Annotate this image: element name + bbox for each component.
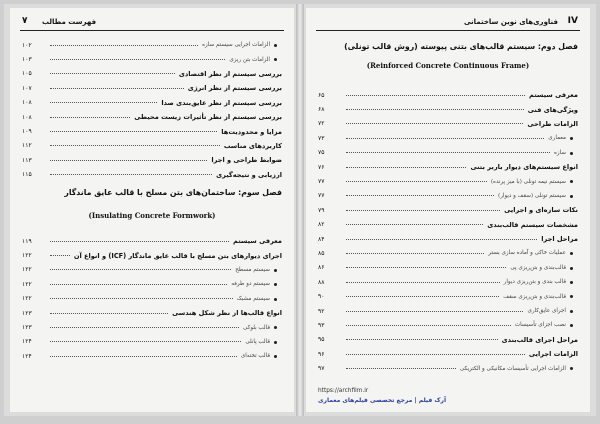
dot-leader <box>346 296 499 297</box>
toc-entry-page: ۸۴ <box>318 235 325 243</box>
dot-leader <box>346 368 456 369</box>
dot-leader <box>346 138 544 139</box>
toc-entry-page: ۱۰۸ <box>22 99 32 107</box>
toc-entry-title: قالب‌بندی و بتن‌ریزی پی <box>510 264 566 271</box>
right-page <box>306 8 590 412</box>
dot-leader <box>346 109 524 110</box>
dot-leader <box>346 195 494 196</box>
dot-leader <box>50 284 227 285</box>
dot-leader <box>346 311 523 312</box>
dot-leader <box>50 269 231 270</box>
toc-entry-page: ۸۸ <box>318 278 325 286</box>
toc-entry-title: الزامات اجرایی <box>528 350 578 359</box>
left-toc-top <box>22 38 282 182</box>
right-page-number: IV <box>567 16 578 26</box>
toc-subentry[interactable] <box>318 318 578 332</box>
toc-entry-page: ۱۲۲ <box>22 280 32 288</box>
toc-entry-page: ۹۳ <box>318 321 325 329</box>
dot-leader <box>346 224 483 225</box>
left-chapter-block <box>22 188 282 220</box>
toc-entry[interactable] <box>22 139 282 153</box>
dot-leader <box>346 282 500 283</box>
dot-leader <box>346 167 466 168</box>
toc-entry-title: مزایا و محدودیت‌ها <box>221 127 282 136</box>
right-toc <box>318 88 578 376</box>
dot-leader <box>346 95 525 96</box>
dot-leader <box>50 102 157 103</box>
dot-leader <box>346 354 525 355</box>
toc-subentry[interactable] <box>318 174 578 188</box>
toc-subentry[interactable] <box>318 361 578 375</box>
toc-entry-title: الزامات اجرایی تأسیسات مکانیکی و الکتریکی <box>459 365 566 372</box>
toc-subentry[interactable] <box>22 292 282 306</box>
left-toc-bottom <box>22 234 282 364</box>
footer-brand: آرک فیلم | مرجع تخصصی فیلم‌های معماری <box>318 397 447 404</box>
toc-entry-title: انواع سیستم‌های دیوار باربر بتنی <box>470 163 578 172</box>
toc-entry[interactable] <box>22 153 282 167</box>
toc-entry-title: نکات سازه‌ای و اجرایی <box>504 206 578 215</box>
toc-entry-title: سیستم مشبک <box>236 295 270 302</box>
toc-subentry[interactable] <box>22 320 282 334</box>
toc-entry-page: ۱۲۲ <box>22 252 32 260</box>
toc-entry-page: ۱۲۳ <box>22 309 32 317</box>
dot-leader <box>50 241 229 242</box>
toc-entry-page: ۶۸ <box>318 106 325 114</box>
book-gutter <box>296 4 304 416</box>
toc-entry-title: معرفی سیستم <box>529 91 578 100</box>
toc-entry-page: ۱۰۹ <box>22 128 32 136</box>
toc-subentry[interactable] <box>22 52 282 66</box>
toc-entry-title: بررسی سیستم از نظر اقتصادی <box>178 69 282 78</box>
toc-entry[interactable] <box>318 203 578 217</box>
dot-leader <box>346 253 484 254</box>
dot-leader <box>346 210 500 211</box>
toc-entry-title: مراحل اجرای قالب‌بندی <box>501 335 578 344</box>
dot-leader <box>50 327 239 328</box>
toc-entry-title: قالب‌بندی و بتن‌ریزی سقف <box>503 293 566 300</box>
toc-entry-page: ۸۵ <box>318 249 325 257</box>
toc-entry-title: مشخصات سیستم قالب‌بندی <box>487 220 578 229</box>
left-header <box>20 16 284 31</box>
toc-entry-page: ۹۷ <box>318 365 325 373</box>
toc-entry-page: ۹۲ <box>318 307 325 315</box>
toc-entry-title: عملیات خاکی و آماده سازی بستر <box>488 250 566 257</box>
dot-leader <box>346 123 523 124</box>
toc-entry[interactable] <box>318 88 578 102</box>
dot-leader <box>50 59 225 60</box>
toc-entry-title: مراحل اجرا <box>541 235 578 244</box>
toc-subentry[interactable] <box>318 246 578 260</box>
toc-subentry[interactable] <box>22 349 282 363</box>
toc-entry-page: ۷۶ <box>318 163 325 171</box>
toc-entry-title: الزامات طراحی <box>527 119 578 128</box>
toc-entry-title: سیستم دو طرفه <box>231 281 270 288</box>
toc-entry-title: الزامات اجرایی سیستم سازه <box>202 42 270 49</box>
toc-entry[interactable] <box>22 67 282 81</box>
toc-entry-page: ۱۱۵ <box>22 171 32 179</box>
toc-entry-title: قالب بندی و بتن‌ریزی دیوار <box>503 279 566 286</box>
dot-leader <box>50 341 241 342</box>
dot-leader <box>346 181 487 182</box>
book-spread <box>4 4 596 416</box>
footer-url[interactable]: https://archfilm.ir <box>318 388 369 394</box>
left-chapter-english: (Insulating Concrete Formwork) <box>88 211 216 220</box>
toc-entry-page: ۱۰۲ <box>22 41 32 49</box>
toc-entry-page: ۷۲ <box>318 120 325 128</box>
toc-entry-title: سیستم نیمه تونلی (با میز پرنده) <box>490 178 566 185</box>
dot-leader <box>50 45 198 46</box>
toc-entry-page: ۱۲۲ <box>22 266 32 274</box>
toc-entry-page: ۹۶ <box>318 350 325 358</box>
toc-entry[interactable] <box>318 117 578 131</box>
toc-entry-page: ۷۷ <box>318 178 325 186</box>
toc-entry-page: ۸۲ <box>318 221 325 229</box>
toc-subentry[interactable] <box>22 335 282 349</box>
toc-entry-page: ۸۶ <box>318 264 325 272</box>
toc-entry-page: ۱۱۲ <box>22 142 32 150</box>
toc-entry-title: کاربردهای مناسب <box>223 141 282 150</box>
toc-entry-page: ۱۲۳ <box>22 324 32 332</box>
toc-entry-page: ۱۱۹ <box>22 237 32 245</box>
toc-entry-title: قالب پانلی <box>245 338 270 345</box>
toc-entry-page: ۷۷ <box>318 192 325 200</box>
toc-subentry[interactable] <box>318 146 578 160</box>
toc-entry-title: ارزیابی و نتیجه‌گیری <box>216 170 282 179</box>
dot-leader <box>50 73 175 74</box>
toc-entry-title: معرفی سیستم <box>233 237 282 246</box>
toc-entry[interactable] <box>318 333 578 347</box>
toc-subentry[interactable] <box>22 38 282 52</box>
footer <box>318 388 446 404</box>
toc-entry[interactable] <box>22 306 282 320</box>
dot-leader <box>346 325 511 326</box>
toc-entry-title: سیستم مسطح <box>235 266 270 273</box>
toc-entry-title: نصب اجزای تأسیسات <box>514 322 566 329</box>
dot-leader <box>50 174 212 175</box>
toc-entry[interactable] <box>22 168 282 182</box>
toc-entry[interactable] <box>318 102 578 116</box>
toc-subentry[interactable] <box>22 263 282 277</box>
toc-entry-title: اجرای عایق‌کاری <box>527 308 566 315</box>
dot-leader <box>50 298 233 299</box>
toc-entry-page: ۱۲۲ <box>22 295 32 303</box>
dot-leader <box>346 239 537 240</box>
toc-entry-page: ۱۲۴ <box>22 338 32 346</box>
toc-entry[interactable] <box>318 232 578 246</box>
dot-leader <box>50 117 130 118</box>
left-page-number: ۷ <box>22 16 28 26</box>
right-chapter-block <box>318 42 578 70</box>
toc-entry-page: ۷۳ <box>318 134 325 142</box>
toc-subentry[interactable] <box>318 304 578 318</box>
toc-entry-title: بررسی سیستم از نظر انرژی <box>187 84 282 93</box>
toc-entry-title: ویژگی‌های فنی <box>527 105 578 114</box>
toc-entry-page: ۱۱۳ <box>22 156 32 164</box>
toc-subentry[interactable] <box>318 189 578 203</box>
toc-entry-page: ۹۵ <box>318 336 325 344</box>
toc-entry-title: سیستم تونلی (سقف و دیوار) <box>498 192 566 199</box>
toc-entry[interactable] <box>318 160 578 174</box>
toc-entry[interactable] <box>22 96 282 110</box>
toc-entry[interactable] <box>22 248 282 262</box>
toc-entry-page: ۹۰ <box>318 293 325 301</box>
dot-leader <box>50 313 168 314</box>
dot-leader <box>50 145 220 146</box>
dot-leader <box>50 88 184 89</box>
toc-entry[interactable] <box>22 110 282 124</box>
toc-entry-page: ۱۰۳ <box>22 56 32 64</box>
dot-leader <box>50 356 237 357</box>
toc-entry-page: ۶۵ <box>318 91 325 99</box>
toc-entry-title: قالب تخته‌ای <box>240 353 270 360</box>
right-header <box>316 16 580 31</box>
toc-subentry[interactable] <box>318 261 578 275</box>
left-chapter-title: فصل سوم: ساختمان‌های بتن مسلح با قالب عایق ماندگار <box>64 188 282 197</box>
toc-subentry[interactable] <box>22 277 282 291</box>
right-chapter-english: (Reinforced Concrete Continuous Frame) <box>366 61 530 70</box>
toc-entry-page: ۱۰۸ <box>22 113 32 121</box>
toc-subentry[interactable] <box>318 131 578 145</box>
toc-entry[interactable] <box>22 81 282 95</box>
toc-entry[interactable] <box>318 347 578 361</box>
toc-entry-title: اجرای دیوارهای بتن مسلح با قالب عایق ماندگار (ICF) و انواع آن <box>73 251 282 260</box>
toc-entry-title: بررسی سیستم از نظر تأثیرات زیست محیطی <box>134 113 282 122</box>
dot-leader <box>346 152 550 153</box>
dot-leader <box>346 339 498 340</box>
toc-entry-page: ۷۹ <box>318 206 325 214</box>
toc-entry-title: سازه <box>553 149 566 156</box>
left-page <box>10 8 294 412</box>
dot-leader <box>50 131 217 132</box>
right-header-title: فناوری‌های نوین ساختمانی <box>463 18 558 26</box>
toc-entry-page: ۱۰۷ <box>22 84 32 92</box>
toc-entry-page: ۷۵ <box>318 149 325 157</box>
dot-leader <box>346 267 506 268</box>
toc-entry[interactable] <box>22 234 282 248</box>
right-chapter-title: فصل دوم: سیستم قالب‌های بتنی پیوسته (روش قالب تونلی) <box>344 42 578 51</box>
dot-leader <box>50 255 70 256</box>
toc-entry-page: ۱۲۴ <box>22 352 32 360</box>
toc-entry-title: انواع قالب‌ها از نظر شکل هندسی <box>172 309 282 318</box>
toc-entry-page: ۱۰۵ <box>22 70 32 78</box>
toc-entry-title: قالب بلوکی <box>243 324 270 331</box>
toc-entry-title: معماری <box>548 135 566 142</box>
dot-leader <box>50 160 207 161</box>
toc-entry-title: ضوابط طراحی و اجرا <box>211 156 282 165</box>
toc-entry-title: الزامات بتن ریزی <box>229 56 270 63</box>
toc-entry[interactable] <box>22 124 282 138</box>
left-header-title: فهرست مطالب <box>42 18 97 26</box>
toc-entry-title: بررسی سیستم از نظر عایق‌بندی صدا <box>161 98 282 107</box>
toc-entry[interactable] <box>318 218 578 232</box>
toc-subentry[interactable] <box>318 289 578 303</box>
toc-subentry[interactable] <box>318 275 578 289</box>
